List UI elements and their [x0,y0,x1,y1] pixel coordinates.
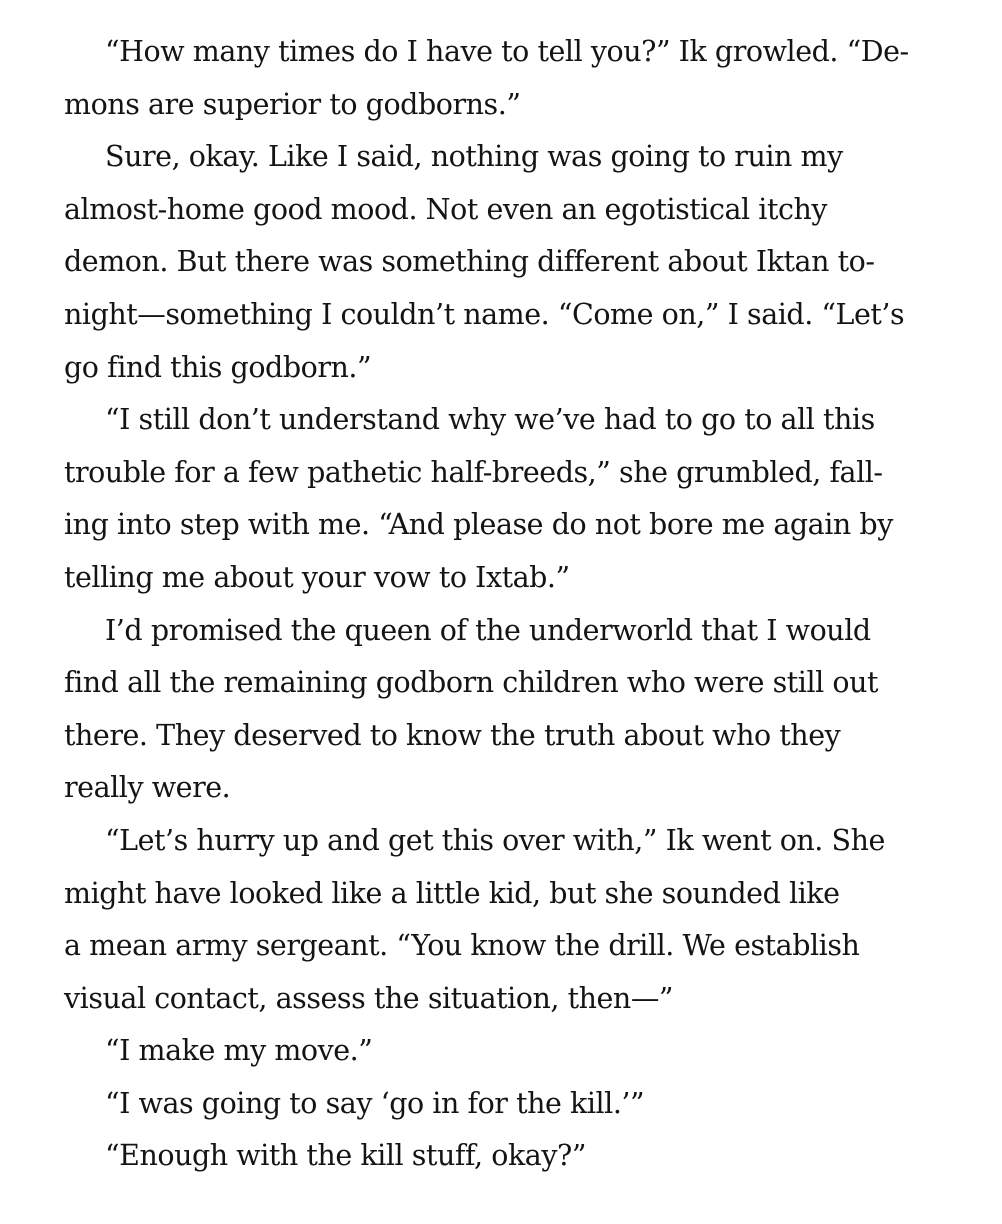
text-line: there. They deserved to know the truth about who they [64,718,841,752]
text-line: demon. But there was something different about Iktan to- [64,245,875,279]
text-line: telling me about your vow to Ixtab.” [64,560,570,594]
text-line: go find this godborn.” [64,350,372,384]
text-line: might have looked like a little kid, but she sounded like [64,876,840,910]
text-line: “I still don’t understand why we’ve had to go to all this [105,403,875,437]
text-line: night—something I couldn’t name. “Come on,” I said. “Let’s [64,297,905,331]
text-line: a mean army sergeant. “You know the drill. We establish [64,929,860,963]
text-line: Sure, okay. Like I said, nothing was going to ruin my [105,140,843,174]
text-line: visual contact, assess the situation, then—” [64,981,674,1015]
book-page [64,26,954,1183]
text-line: really were. [64,771,231,805]
text-line: “I make my move.” [105,1034,373,1068]
text-line: ing into step with me. “And please do not bore me again by [64,508,893,542]
text-line: I’d promised the queen of the underworld that I would [105,613,871,647]
text-line: almost-home good mood. Not even an egotistical itchy [64,192,828,226]
text-line: trouble for a few pathetic half-breeds,” she grumbled, fall- [64,455,883,489]
text-line: “Let’s hurry up and get this over with,” Ik went on. She [105,823,885,857]
text-line: “I was going to say ‘go in for the kill.’” [105,1086,645,1120]
text-line: mons are superior to godborns.” [64,87,521,121]
text-line: “Enough with the kill stuff, okay?” [105,1139,586,1173]
text-line: “How many times do I have to tell you?” Ik growled. “De- [105,35,909,68]
text-line: find all the remaining godborn children who were still out [64,666,878,700]
